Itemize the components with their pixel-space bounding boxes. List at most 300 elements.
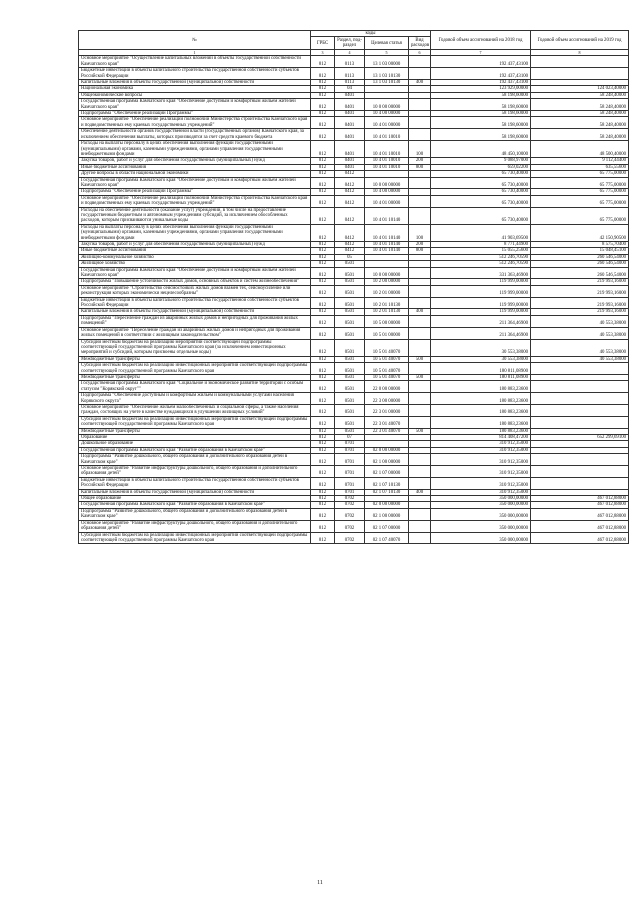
row-name: Подпрограмма "Развитие дошкольного, общего образования и дополнительного образования детей в Камчатском крае" [79,508,311,520]
row-amount-2018: 58 198,60000 [431,129,531,141]
row-name: Государственная программа Камчатского края "Социальное и экономическое развитие территории с особым статусом "Корякский округ"" [79,381,311,393]
row-target: 10 5 01 40070 [365,339,409,356]
column-index: 8 [531,50,629,56]
row-section: 0412 [335,248,365,254]
row-vid [409,532,431,544]
row-section: 0401 [335,158,365,164]
table-row [79,267,629,279]
row-section: 0501 [335,309,365,315]
row-target: 10 4 01 10140 [365,248,409,254]
header-vid: Вид расходов [409,37,431,50]
row-target: 10 4 01 10140 [365,224,409,241]
row-amount-2019: 219 993,16000 [531,297,629,309]
row-target: 02 1 07 00000 [365,466,409,478]
row-section: 0501 [335,363,365,375]
document-page [78,30,628,544]
table-row [79,520,629,532]
row-grbs: 812 [311,466,335,478]
row-amount-2019: 65 775,00000 [531,189,629,195]
row-grbs: 812 [311,164,335,170]
row-amount-2019: 9 112,44400 [531,158,629,164]
row-amount-2018: 814 408,47200 [431,435,531,441]
row-section: 0701 [335,454,365,466]
row-section: 0501 [335,279,365,285]
row-name: Капитальные вложения в объекты государственной (муниципальной) собственности [79,309,311,315]
header-codes: коды [311,31,431,37]
row-grbs: 812 [311,477,335,489]
row-grbs: 812 [311,489,335,495]
row-name: Закупка товаров, работ и услуг для обеспечения государственных (муниципальных) нужд [79,242,311,248]
row-target: 10 0 00 00000 [365,267,409,279]
row-amount-2019: 467 012,88000 [531,496,629,502]
row-vid [409,129,431,141]
column-index: 6 [409,50,431,56]
row-amount-2019: 467 012,88000 [531,520,629,532]
row-section: 0401 [335,92,365,98]
row-vid [409,381,431,393]
row-vid [409,520,431,532]
row-grbs: 812 [311,502,335,508]
row-amount-2019: 467 012,88000 [531,502,629,508]
row-grbs: 812 [311,532,335,544]
row-amount-2019 [531,56,629,68]
row-amount-2018: 9 088,97000 [431,158,531,164]
row-name: Обеспечение деятельности органов государственной власти (государственных органов) Камчатского края, за исключением обеспечения выплаты, которых производятся за счет средств краевого бюджета [79,129,311,141]
budget-table [78,30,629,544]
row-section: 0113 [335,80,365,86]
row-amount-2019: 58 248,40000 [531,99,629,111]
row-amount-2019 [531,477,629,489]
row-vid: 400 [409,80,431,86]
row-name: Подпрограмма "Развитие дошкольного, общего образования и дополнительного образования детей в Камчатском крае" [79,454,311,466]
row-grbs: 812 [311,189,335,195]
row-name: Бюджетные инвестиции в объекты капитального строительства государственной собственности субъектов Российской Федерации [79,477,311,489]
table-row [79,532,629,544]
row-name: Подпрограмма "Обеспечение доступным и комфортным жильем и коммунальными услугами населения Корякского округа" [79,393,311,405]
row-target: 02 1 00 00000 [365,454,409,466]
row-vid [409,477,431,489]
row-grbs: 812 [311,224,335,241]
row-section: 0501 [335,428,365,434]
row-amount-2019: 635,55600 [531,164,629,170]
row-grbs: 812 [311,261,335,267]
row-name: Подпрограмма "Обеспечение реализации Программы" [79,189,311,195]
row-amount-2018: 331 363,46900 [431,267,531,279]
row-section: 0701 [335,466,365,478]
row-target: 22 3 01 40070 [365,416,409,428]
row-name: Закупка товаров, работ и услуг для обеспечения государственных (муниципальных) нужд [79,158,311,164]
row-target: 10 4 01 10140 [365,242,409,248]
row-amount-2018: 48 450,10000 [431,141,531,158]
table-row [79,416,629,428]
row-target: 02 1 00 00000 [365,508,409,520]
row-vid [409,404,431,416]
row-grbs: 812 [311,520,335,532]
table-row [79,477,629,489]
row-name: Основное мероприятие "Развитие инфраструктуры дошкольного, общего образования и дополнительного образования детей" [79,466,311,478]
table-row [79,141,629,158]
row-vid [409,416,431,428]
row-vid [409,466,431,478]
row-amount-2018: 310 912,35000 [431,441,531,447]
row-vid [409,508,431,520]
row-grbs: 812 [311,86,335,92]
row-grbs: 812 [311,381,335,393]
row-section: 0701 [335,489,365,495]
row-amount-2018: 350 000,00000 [431,502,531,508]
row-vid: 400 [409,309,431,315]
row-target: 10 0 00 00000 [365,177,409,189]
row-amount-2018: 119 999,00000 [431,297,531,309]
row-amount-2019: 58 248,40000 [531,92,629,98]
row-section: 0701 [335,447,365,453]
row-section: 0401 [335,129,365,141]
row-target: 10 4 00 00000 [365,189,409,195]
row-amount-2018: 65 730,40000 [431,189,531,195]
row-grbs: 812 [311,496,335,502]
row-amount-2019: 40 553,38000 [531,327,629,339]
row-grbs: 812 [311,327,335,339]
row-target: 10 0 00 00000 [365,99,409,111]
row-grbs: 812 [311,363,335,375]
row-amount-2018: 310 912,35000 [431,477,531,489]
row-section: 0401 [335,117,365,129]
row-amount-2018: 30 553,38000 [431,356,531,362]
row-name: Общеэкономические вопросы [79,92,311,98]
row-section: 0401 [335,141,365,158]
row-name: Подпрограмма "Переселение граждан из аварийных жилых домов и непригодных для проживания жилых помещений" [79,315,311,327]
row-target: 10 4 00 00000 [365,111,409,117]
row-grbs: 812 [311,267,335,279]
table-row [79,129,629,141]
column-index: 7 [431,50,531,56]
row-grbs: 812 [311,99,335,111]
table-row [79,177,629,189]
row-target: 10 5 01 40070 [365,356,409,362]
row-section: 0702 [335,496,365,502]
row-target: 02 1 07 10130 [365,489,409,495]
row-name: Государственная программа Камчатского края "Развитие образования в Камчатском крае" [79,502,311,508]
row-amount-2018: 65 730,40000 [431,171,531,177]
row-target: 22 3 01 40070 [365,428,409,434]
row-amount-2019 [531,363,629,375]
row-amount-2018: 350 000,00000 [431,520,531,532]
row-amount-2019: 65 775,00000 [531,207,629,224]
row-name: Общее образование [79,496,311,502]
row-section: 0412 [335,195,365,207]
row-vid [409,207,431,224]
row-section: 0501 [335,393,365,405]
row-amount-2019: 467 012,88000 [531,508,629,520]
row-name: Дошкольное образование [79,441,311,447]
row-amount-2018: 180 883,23600 [431,404,531,416]
row-amount-2019: 65 775,00000 [531,177,629,189]
row-section: 0501 [335,315,365,327]
row-name: Расходы на выплаты персоналу в целях обеспечения выполнения функций государственными (муниципальными) органами, казенными учреждениями, органами управления государственными внебюджетными фондами [79,141,311,158]
table-row [79,339,629,356]
table-row [79,466,629,478]
row-target: 10 4 01 10010 [365,158,409,164]
table-row [79,393,629,405]
row-name: Капитальные вложения в объекты государственной (муниципальной) собственности [79,80,311,86]
row-section: 0501 [335,416,365,428]
row-grbs: 812 [311,441,335,447]
table-row [79,297,629,309]
row-name: Образование [79,435,311,441]
row-grbs: 812 [311,279,335,285]
row-grbs: 812 [311,248,335,254]
row-vid [409,454,431,466]
row-target: 13 1 03 10130 [365,80,409,86]
row-target: 10 2 01 10130 [365,309,409,315]
row-amount-2019: 219 993,16000 [531,309,629,315]
row-grbs: 812 [311,435,335,441]
row-amount-2018: 58 198,60000 [431,111,531,117]
row-amount-2018: 192 437,43100 [431,80,531,86]
row-name: Бюджетные инвестиции в объекты капитального строительства государственной собственности субъектов Российской Федерации [79,68,311,80]
table-row [79,327,629,339]
row-grbs: 812 [311,80,335,86]
row-amount-2019 [531,393,629,405]
row-amount-2018: 310 912,35000 [431,447,531,453]
row-grbs: 812 [311,285,335,297]
row-amount-2019: 652 299,69100 [531,435,629,441]
row-name: Национальная экономика [79,86,311,92]
row-name: Основное мероприятие "Осуществление капитальных вложений в объекты государственной собственности Камчатского края" [79,56,311,68]
row-section: 0412 [335,189,365,195]
row-amount-2019: 58 248,40000 [531,129,629,141]
row-target: 10 5 01 40070 [365,374,409,380]
row-section: 0501 [335,339,365,356]
row-target: 13 1 03 00000 [365,56,409,68]
row-vid [409,327,431,339]
row-name: Подпрограмма "Обеспечение реализации Программы" [79,111,311,117]
row-grbs: 812 [311,129,335,141]
row-vid [409,117,431,129]
table-row [79,195,629,207]
row-vid [409,99,431,111]
column-index: 1 [79,50,311,56]
row-section: 0702 [335,502,365,508]
row-amount-2018: 123 929,00000 [431,86,531,92]
row-target: 10 2 00 00000 [365,279,409,285]
row-vid [409,339,431,356]
row-vid [409,195,431,207]
row-target: 10 4 01 00000 [365,195,409,207]
row-grbs: 812 [311,309,335,315]
row-amount-2018: 65 730,40000 [431,207,531,224]
header-grbs: ГРБС [311,37,335,50]
row-target: 22 3 00 00000 [365,393,409,405]
row-amount-2019 [531,381,629,393]
row-name: Бюджетные инвестиции в объекты капитального строительства государственной собственности субъектов Российской Федерации [79,297,311,309]
column-index: 4 [335,50,365,56]
row-grbs: 812 [311,68,335,80]
row-grbs: 812 [311,56,335,68]
row-vid: 200 [409,158,431,164]
row-amount-2019: 58 248,40000 [531,111,629,117]
row-section: 04 [335,86,365,92]
row-vid [409,363,431,375]
row-name: Основное мероприятие "Переселение граждан из аварийных жилых домов и непригодных для проживания жилых помещений в соответствии с жилищным законодательством" [79,327,311,339]
row-section: 0501 [335,285,365,297]
row-amount-2019: 42 150,90500 [531,224,629,241]
table-row [79,224,629,241]
row-vid: 100 [409,141,431,158]
row-name: Основное мероприятие "Обеспечение жильем малообеспеченных и социальной сферы, а также населения граждан, состоящих на учете в качестве нуждающихся в улучшении жилищных условий" [79,404,311,416]
row-amount-2019 [531,416,629,428]
row-vid [409,267,431,279]
row-vid [409,177,431,189]
row-grbs: 812 [311,171,335,177]
column-index: 5 [365,50,409,56]
header-vol-2018: Годовой объем ассигнований на 2018 год [431,31,531,50]
row-vid [409,297,431,309]
row-section: 0401 [335,164,365,170]
row-amount-2019 [531,466,629,478]
row-amount-2019 [531,454,629,466]
row-grbs: 812 [311,374,335,380]
row-amount-2018: 659,02200 [431,164,531,170]
row-section: 0501 [335,261,365,267]
row-name: Иные бюджетные ассигнования [79,164,311,170]
row-target: 10 4 01 10010 [365,164,409,170]
row-target: 10 4 01 10010 [365,141,409,158]
row-target: 02 1 07 40070 [365,532,409,544]
row-amount-2018: 180 883,23600 [431,381,531,393]
row-target: 13 1 03 10130 [365,68,409,80]
row-amount-2018: 65 730,40000 [431,177,531,189]
row-name: Расходы на обеспечение деятельности (оказание услуг) учреждений, в том числе на предоставление государственным бюджетным и автономным учреждениям субсидий, за исключением обособленных расходов, которым присваиваются уникальные коды [79,207,311,224]
row-section: 0401 [335,99,365,111]
row-name: Субсидии местным бюджетам на реализацию мероприятий соответствующей подпрограммы соответствующей государственной программы Камчатского края (за исключением инвестиционных мероприятий и субсидий, которым присвоены отдельные коды) [79,339,311,356]
row-amount-2018: 350 000,00000 [431,508,531,520]
row-target: 10 4 01 10010 [365,129,409,141]
row-target: 02 1 07 10130 [365,477,409,489]
row-section: 0113 [335,68,365,80]
row-amount-2019 [531,404,629,416]
row-grbs: 812 [311,315,335,327]
row-amount-2019: 260 546,54000 [531,267,629,279]
row-amount-2018: 310 912,35000 [431,489,531,495]
row-vid [409,315,431,327]
table-row [79,454,629,466]
table-row [79,99,629,111]
row-amount-2019: 219 993,16000 [531,279,629,285]
row-name: Иные бюджетные ассигнования [79,248,311,254]
row-amount-2018: 180 811,08900 [431,363,531,375]
table-row [79,285,629,297]
row-target: 02 0 00 00000 [365,502,409,508]
row-target: 02 0 00 00000 [365,447,409,453]
row-name: Межбюджетные трансферты [79,374,311,380]
row-amount-2018: 350 000,00000 [431,496,531,502]
table-row [79,381,629,393]
row-section: 0702 [335,508,365,520]
row-section: 0412 [335,207,365,224]
row-amount-2019: 260 546,54000 [531,254,629,260]
row-vid: 800 [409,164,431,170]
row-amount-2018: 119 999,00000 [431,309,531,315]
row-amount-2018: 192 437,43100 [431,56,531,68]
row-name: Подпрограмма "Повышение устойчивости жилых домов, основных объектов и систем жизнеобеспечения" [79,279,311,285]
row-section: 0501 [335,297,365,309]
row-amount-2018: 30 553,38000 [431,339,531,356]
row-amount-2018: 180 811,08900 [431,374,531,380]
row-amount-2019 [531,68,629,80]
row-vid [409,56,431,68]
row-name: Межбюджетные трансферты [79,428,311,434]
table-row [79,363,629,375]
row-grbs: 812 [311,177,335,189]
row-section: 0701 [335,477,365,489]
row-section: 0702 [335,520,365,532]
row-grbs: 812 [311,207,335,224]
row-amount-2019: 40 553,38000 [531,356,629,362]
row-grbs: 812 [311,428,335,434]
row-grbs: 812 [311,117,335,129]
row-name: Расходы на выплаты персоналу в целях обеспечения выполнения функций государственными (муниципальными) органами, казенными учреждениями, органами управления государственными внебюджетными фондами [79,224,311,241]
row-name: Государственная программа Камчатского края "Обеспечение доступным и комфортным жильем жителей Камчатского края" [79,99,311,111]
row-vid: 400 [409,489,431,495]
table-row [79,508,629,520]
row-amount-2019: 467 012,88000 [531,532,629,544]
row-name: Жилищно-коммунальное хозяйство [79,254,311,260]
row-grbs: 812 [311,447,335,453]
row-name: Межбюджетные трансферты [79,356,311,362]
row-name: Субсидии местным бюджетам на реализацию инвестиционных мероприятий соответствующей подпрограммы соответствующей государственной программы Камчатского края [79,363,311,375]
row-grbs: 812 [311,158,335,164]
row-target: 10 5 01 00000 [365,327,409,339]
page-number: 11 [317,880,323,886]
row-vid: 200 [409,242,431,248]
row-vid [409,68,431,80]
table-body [79,56,629,544]
row-amount-2018: 211 364,46900 [431,315,531,327]
row-grbs: 812 [311,141,335,158]
column-index: 3 [311,50,335,56]
row-target: 10 2 01 10130 [365,297,409,309]
row-amount-2018: 180 883,23600 [431,393,531,405]
row-vid: 800 [409,248,431,254]
row-section: 0501 [335,327,365,339]
row-grbs: 812 [311,454,335,466]
row-section: 0501 [335,381,365,393]
row-target: 10 4 01 00000 [365,117,409,129]
row-name: Государственная программа Камчатского края "Развитие образования в Камчатском крае" [79,447,311,453]
row-amount-2018: 512 246,70590 [431,261,531,267]
row-target: 10 4 01 10140 [365,207,409,224]
row-section: 0701 [335,441,365,447]
row-amount-2018: 58 198,60000 [431,117,531,129]
row-amount-2018: 8 771,44900 [431,242,531,248]
table-row [79,117,629,129]
row-amount-2018: 65 730,40000 [431,195,531,207]
header-num: № [79,31,311,50]
row-section: 07 [335,435,365,441]
row-grbs: 812 [311,404,335,416]
row-name: Другие вопросы в области национальной экономики [79,171,311,177]
row-name: Основное мероприятие "Строительство сейсмостойких жилых домов взамен тех, сейсмоусиление или реконструкция которых экономически нецелесообразны" [79,285,311,297]
row-amount-2018: 211 364,46900 [431,327,531,339]
row-amount-2019: 219 993,16000 [531,285,629,297]
row-amount-2018: 15 055,25600 [431,248,531,254]
table-row [79,207,629,224]
row-vid [409,393,431,405]
row-amount-2018: 192 437,43100 [431,68,531,80]
row-section: 0412 [335,242,365,248]
row-amount-2018: 58 198,60000 [431,99,531,111]
